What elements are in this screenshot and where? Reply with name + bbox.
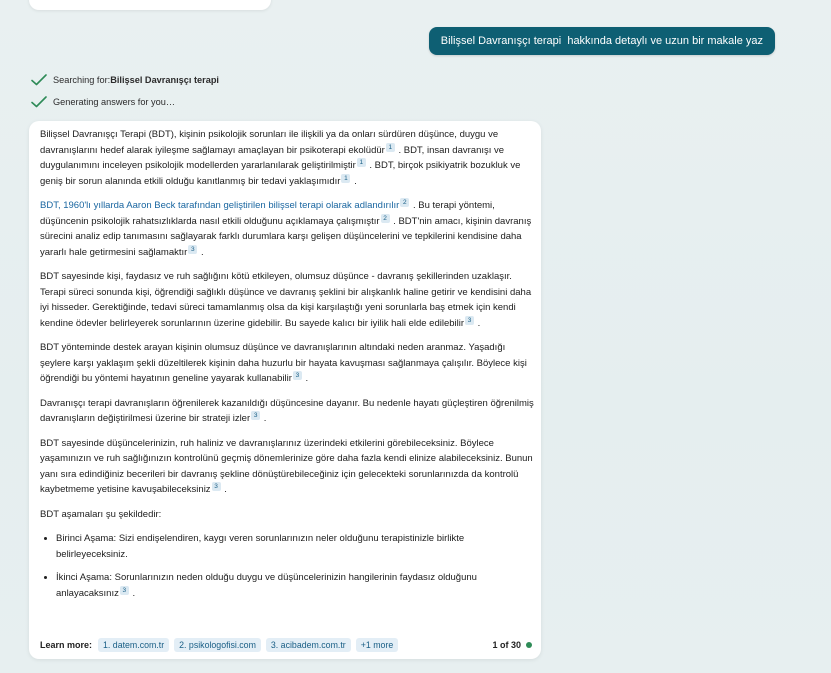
answer-paragraph-4: [40, 340, 534, 387]
answer-paragraph-6: [40, 436, 534, 498]
stages-list: [40, 531, 534, 601]
citation-badge[interactable]: 1: [341, 174, 350, 183]
response-counter-text: 1 of 30: [492, 640, 521, 650]
status-dot-icon: [526, 642, 532, 648]
answer-paragraph-5: [40, 396, 534, 427]
answer-text: . BDT, birçok psikiyatrik bozukluk ve geniş bir sorun alanında etkili olduğu kanıtlanmış bir tedavi yaklaşımıdır: [40, 160, 521, 187]
learn-more-bar: [40, 635, 532, 655]
answer-body: [40, 127, 534, 609]
answer-paragraph-3: [40, 269, 534, 331]
response-counter: [492, 640, 532, 650]
citation-badge[interactable]: 3: [188, 245, 197, 254]
list-item-text: İkinci Aşama: Sorunlarınızın neden olduğu duygu ve düşüncelerinizin hangilerinin faydasız olduğunu anlayacaksınız: [56, 572, 477, 599]
answer-text: .: [261, 413, 267, 424]
answer-paragraph-2: [40, 198, 534, 260]
citation-badge[interactable]: 3: [212, 482, 221, 491]
answer-text: . Bu terapi yöntemi, düşüncenin psikolojik rahatsızlıklarda nasıl etkili olduğunu açıklamaya çalışmıştır: [40, 200, 495, 227]
citation-badge[interactable]: 3: [293, 371, 302, 380]
answer-paragraph-7: BDT aşamaları şu şekildedir:: [40, 508, 162, 520]
answer-text: .: [221, 484, 227, 495]
citation-badge[interactable]: 3: [120, 586, 129, 595]
check-icon: [31, 96, 47, 108]
answer-text: . BDT'nin amacı, kişinin davranış sürecini analiz edip tanımasını sağlayarak farklı durumlara karşı gelişen düşüncelerini ve tepkilerini kendisine daha yararlı hale getirmesini sağlamaktır: [40, 215, 532, 258]
citation-badge[interactable]: 3: [465, 316, 474, 325]
list-item-text: Birinci Aşama: Sizi endişelendiren, kaygı veren sorunlarınızın neler olduğunu terapistinizle birlikte belirleyeceksiniz.: [56, 533, 465, 560]
answer-text: .: [351, 175, 357, 187]
check-icon: [31, 74, 47, 86]
answer-text: BDT sayesinde kişi, faydasız ve ruh sağlığını kötü etkileyen, olumsuz düşünce - davranış şekillerinden uzaklaşır. Terapi süreci sonunda kişi, öğrendiği sağlıklı düşünce ve davranış şeklini bir alışkanlık haline getirir ve kendisini daha iyi hisseder. Gerektiğinde, tedavi süreci tamamlanmış olsa da kişi karşılaştığı yeni sorunlarla baş etmek için kendi kendine ödevler belirleyerek sorunlarının üzerine gidebilir. Bu sayede kalıcı bir iyilik hali elde edilebilir: [40, 271, 532, 329]
citation-badge[interactable]: 2: [381, 214, 390, 223]
answer-text: Bilişsel Davranışçı Terapi (BDT), kişinin psikolojik sorunları ile ilişkili ya da onları sürdüren düşünce, duygu ve davranışlarını hedef alarak iyileşme sağlamayı amaçlayan bir psikoterapi ekolüdür: [40, 129, 499, 156]
list-item: [56, 570, 534, 601]
source-link-2[interactable]: 2. psikologofisi.com: [174, 638, 261, 652]
previous-message-card: [29, 0, 271, 10]
citation-badge[interactable]: 3: [251, 411, 260, 420]
status-searching-query: Bilişsel Davranışçı terapi: [110, 75, 219, 85]
answer-text: BDT yönteminde destek arayan kişinin olumsuz düşünce ve davranışlarının altındaki neden aranmaz. Yaşadığı şeylere karşı yaklaşım şekli düzeltilerek kişinin daha huzurlu bir hayata kavuşması sağlanmaya çalışılır. Böylece kişi öğrendiği bu yöntemi hayatının geneline yayarak kullanabilir: [40, 342, 527, 384]
answer-paragraph-1: [40, 127, 534, 189]
list-item-text: .: [129, 587, 136, 599]
source-link-1[interactable]: 1. datem.com.tr: [98, 638, 169, 652]
highlighted-answer-text[interactable]: BDT, 1960'lı yıllarda Aaron Beck tarafından geliştirilen bilişsel terapi olarak adlandırılır: [40, 200, 400, 211]
status-generating-text: Generating answers for you…: [53, 97, 176, 107]
answer-text: BDT sayesinde düşüncelerinizin, ruh haliniz ve davranışlarınız üzerindeki etkilerini görebileceksiniz. Böylece yaşamınızın ve ruh sağlığınızın kontrolünü geçmiş dönemlerinize göre daha fazla kendi elinize alabileceksiniz. Bunun yanı sıra edindiğiniz becerileri bir davranış şekline dönüştürebileceğiniz için gelecekteki sorunlarınızda da kontrolü kaybetmeme yetisine kavuşabileceksiniz: [40, 437, 533, 495]
citation-badge[interactable]: 1: [357, 158, 366, 167]
answer-text: . BDT, insan davranışı ve duygulanımını inceleyen psikolojik modellerden yararlanılarak geliştirilmiştir: [40, 144, 505, 171]
answer-text: .: [475, 317, 481, 329]
answer-text: .: [198, 246, 204, 258]
answer-text: Davranışçı terapi davranışların öğrenilerek kazanıldığı düşüncesine dayanır. Bu nedenle hayatı güçleştiren öğrenilmiş davranışların değiştirilmesi üzerine bir strateji izler: [40, 397, 534, 424]
answer-card: [29, 121, 541, 659]
answer-text: .: [302, 373, 309, 384]
source-link-3[interactable]: 3. acibadem.com.tr: [266, 638, 351, 652]
status-searching-prefix: Searching for:: [53, 75, 111, 85]
user-message-bubble: Bilişsel Davranışçı terapi hakkında detaylı ve uzun bir makale yaz: [429, 27, 775, 55]
list-item: [56, 531, 534, 562]
learn-more-label: Learn more:: [40, 640, 93, 650]
citation-badge[interactable]: 1: [386, 143, 395, 152]
status-generating: [31, 96, 175, 108]
citation-badge[interactable]: 2: [400, 198, 409, 207]
status-searching: [31, 74, 219, 86]
more-sources-button[interactable]: +1 more: [356, 638, 399, 652]
